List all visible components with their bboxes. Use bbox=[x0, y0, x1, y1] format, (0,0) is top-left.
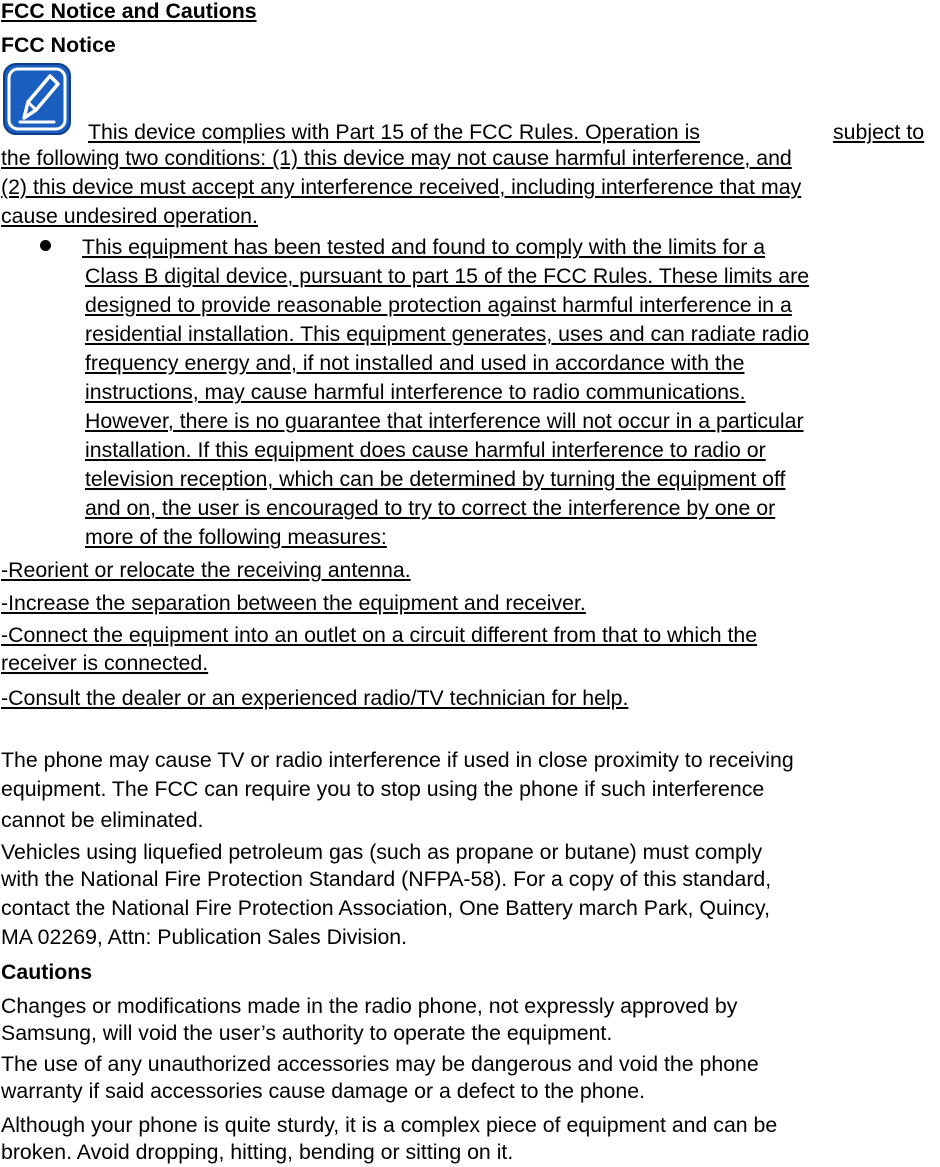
measure-increase: -Increase the separation between the equipment and receiver. bbox=[1, 591, 586, 615]
cautions-line: Changes or modifications made in the radio phone, not expressly approved by bbox=[1, 994, 738, 1018]
cautions-line: warranty if said accessories cause damage or a defect to the phone. bbox=[1, 1079, 646, 1103]
bullet-line: more of the following measures: bbox=[85, 525, 387, 549]
cautions-heading: Cautions bbox=[1, 960, 93, 984]
measure-connect-cont: receiver is connected. bbox=[1, 651, 209, 675]
cautions-line: Although your phone is quite sturdy, it is a complex piece of equipment and can be bbox=[1, 1113, 778, 1137]
cautions-line: Samsung, will void the user’s authority to operate the equipment. bbox=[1, 1021, 613, 1045]
vehicles-line: MA 02269, Attn: Publication Sales Division. bbox=[1, 925, 408, 949]
intro-line-1b: subject to bbox=[833, 120, 925, 144]
page-title: FCC Notice and Cautions bbox=[1, 0, 257, 23]
vehicles-line: contact the National Fire Protection Association, One Battery march Park, Quincy, bbox=[1, 896, 771, 920]
bullet-line: However, there is no guarantee that interference will not occur in a particular bbox=[85, 409, 804, 433]
bullet-line: and on, the user is encouraged to try to correct the interference by one or bbox=[85, 496, 776, 520]
bullet-line: This equipment has been tested and found to comply with the limits for a bbox=[82, 235, 766, 259]
bullet-line: instructions, may cause harmful interference to radio communications. bbox=[85, 380, 746, 404]
intro-line-1a: This device complies with Part 15 of the FCC Rules. Operation is bbox=[88, 120, 700, 144]
fcc-notice-heading: FCC Notice bbox=[1, 33, 116, 57]
bullet-line: installation. If this equipment does cause harmful interference to radio or bbox=[85, 438, 766, 462]
note-pencil-icon bbox=[2, 62, 72, 136]
bullet-line: frequency energy and, if not installed and used in accordance with the bbox=[85, 351, 745, 375]
interference-line: equipment. The FCC can require you to stop using the phone if such interference bbox=[1, 777, 765, 801]
vehicles-line: with the National Fire Protection Standard (NFPA-58). For a copy of this standard, bbox=[1, 867, 772, 891]
bullet-dot bbox=[40, 240, 51, 251]
measure-consult: -Consult the dealer or an experienced radio/TV technician for help. bbox=[1, 686, 629, 710]
intro-line-2: the following two conditions: (1) this device may not cause harmful interference, and bbox=[1, 146, 792, 170]
bullet-line: television reception, which can be determined by turning the equipment off bbox=[85, 467, 786, 491]
cautions-line: broken. Avoid dropping, hitting, bending or sitting on it. bbox=[1, 1140, 514, 1164]
cautions-line: The use of any unauthorized accessories may be dangerous and void the phone bbox=[1, 1052, 759, 1076]
bullet-line: Class B digital device, pursuant to part 15 of the FCC Rules. These limits are bbox=[85, 264, 810, 288]
intro-line-3: (2) this device must accept any interference received, including interference that may bbox=[1, 175, 802, 199]
vehicles-line: Vehicles using liquefied petroleum gas (such as propane or butane) must comply bbox=[1, 840, 763, 864]
measure-reorient: -Reorient or relocate the receiving antenna. bbox=[1, 558, 411, 582]
bullet-line: designed to provide reasonable protection against harmful interference in a bbox=[85, 293, 792, 317]
measure-connect: -Connect the equipment into an outlet on a circuit different from that to which the bbox=[1, 623, 758, 647]
interference-line: cannot be eliminated. bbox=[1, 808, 204, 832]
interference-line: The phone may cause TV or radio interference if used in close proximity to receiving bbox=[1, 748, 794, 772]
intro-line-4: cause undesired operation. bbox=[1, 204, 258, 228]
bullet-line: residential installation. This equipment generates, uses and can radiate radio bbox=[85, 322, 810, 346]
